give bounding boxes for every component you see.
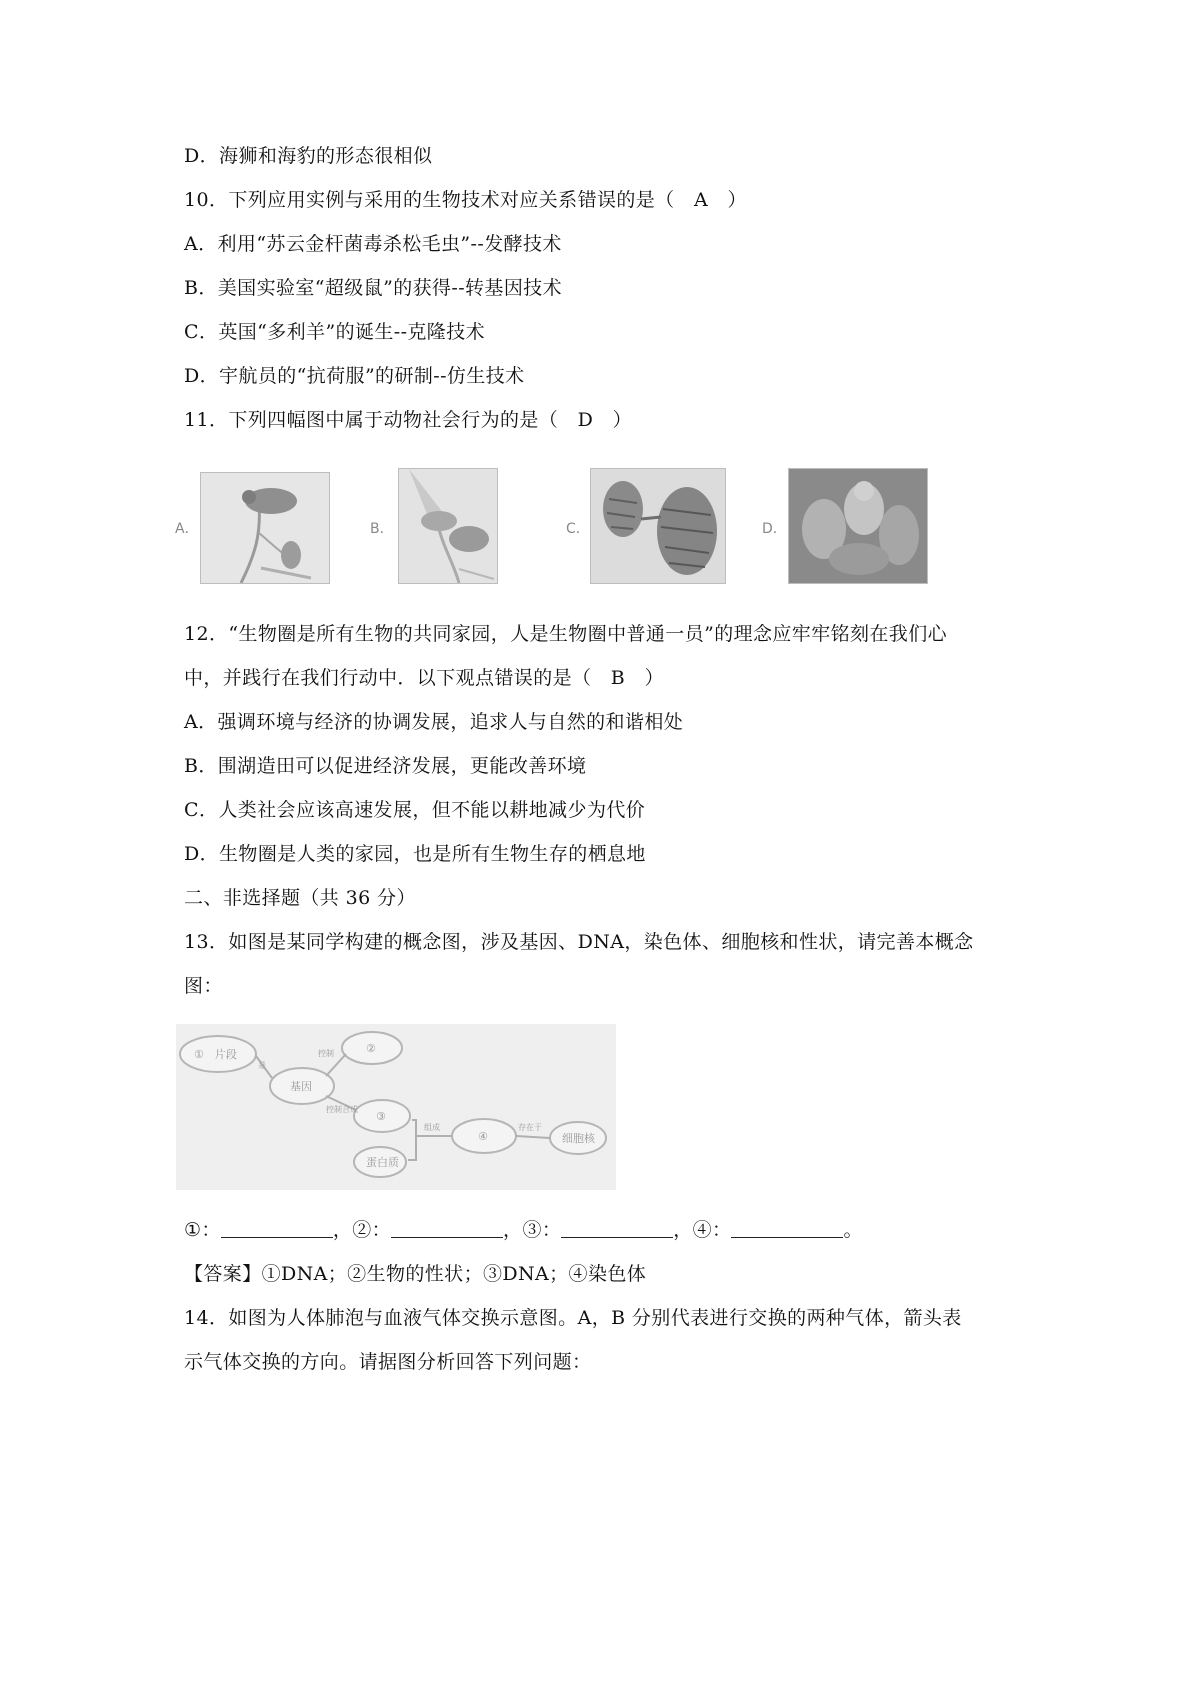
q11-stem: 11．下列四幅图中属于动物社会行为的是（ D ） [184, 409, 633, 431]
q13-blanks-line [184, 1218, 863, 1242]
birds-illustration [399, 469, 497, 583]
concept-node-1-text: ① 片段 [194, 1048, 237, 1061]
concept-node-cell-text: 细胞核 [562, 1132, 595, 1145]
q10-stem: 10．下列应用实例与采用的生物技术对应关系错误的是（ A ） [184, 189, 747, 211]
q10-option-a: A．利用“苏云金杆菌毒杀松毛虫”--发酵技术 [184, 233, 562, 255]
q11-figure-b-label: B． [370, 521, 394, 537]
concept-map-diagram [176, 1024, 616, 1190]
q10-option-b: B．美国实验室“超级鼠”的获得--转基因技术 [184, 277, 563, 299]
q14-stem-line1: 14．如图为人体肺泡与血液气体交换示意图。A，B 分别代表进行交换的两种气体，箭头表 [184, 1307, 962, 1329]
q12-option-a: A．强调环境与经济的协调发展，追求人与自然的和谐相处 [184, 711, 684, 733]
q13-answer: 【答案】①DNA；②生物的性状；③DNA；④染色体 [184, 1263, 647, 1285]
concept-node-2-text: ② [366, 1042, 376, 1055]
concept-node-3-text: ③ [376, 1110, 386, 1123]
q14-stem-line2: 示气体交换的方向。请据图分析回答下列问题： [184, 1351, 592, 1373]
monkey-troop-illustration [789, 469, 927, 583]
section-2-heading: 二、非选择题（共 36 分） [184, 887, 416, 909]
blank-2-prefix: ，②： [332, 1219, 392, 1241]
q11-figure-c [590, 468, 726, 584]
concept-node-protein-text: 蛋白质 [366, 1156, 399, 1169]
blank-1[interactable] [221, 1219, 333, 1238]
concept-edge-2-text: 控制 [318, 1049, 334, 1058]
q11-figure-a [200, 472, 330, 584]
q11-figure-b [398, 468, 498, 584]
q12-stem-line2: 中，并践行在我们行动中．以下观点错误的是（ B ） [184, 667, 664, 689]
q13-concept-map [176, 1024, 616, 1190]
concept-node-gene-text: 基因 [290, 1080, 312, 1093]
blank-1-prefix: ①： [184, 1219, 221, 1241]
concept-edge-4-text: 组成 [424, 1123, 440, 1132]
concept-edge-3-text: 控制合成 [326, 1105, 358, 1114]
q13-stem-line1: 13．如图是某同学构建的概念图，涉及基因、DNA，染色体、细胞核和性状，请完善本概念 [184, 931, 974, 953]
q11-figure-a-label: A． [175, 521, 199, 537]
concept-edge-5-text: 存在于 [518, 1123, 542, 1132]
q11-figure-d-label: D． [762, 521, 787, 537]
q12-stem-line1: 12．“生物圈是所有生物的共同家园，人是生物圈中普通一员”的理念应牢牢铭刻在我们心 [184, 623, 948, 645]
q11-figure-d [788, 468, 928, 584]
q10-option-c: C．英国“多利羊”的诞生--克隆技术 [184, 321, 486, 343]
concept-edge-bracket [408, 1120, 416, 1160]
concept-node-4-text: ④ [478, 1130, 488, 1143]
blanks-end: 。 [843, 1219, 863, 1241]
q11-figure-c-label: C． [566, 521, 590, 537]
blank-2[interactable] [391, 1219, 503, 1238]
q12-option-d: D．生物圈是人类的家园，也是所有生物生存的栖息地 [184, 843, 646, 865]
blank-3[interactable] [561, 1219, 673, 1238]
blank-4-prefix: ，④： [673, 1219, 732, 1241]
bird-on-branch-illustration [201, 473, 329, 583]
concept-edge-1-text: 是 [258, 1061, 266, 1070]
q10-option-d: D．宇航员的“抗荷服”的研制--仿生技术 [184, 365, 525, 387]
blank-4[interactable] [731, 1219, 843, 1238]
q9-option-d: D．海狮和海豹的形态很相似 [184, 145, 433, 167]
q12-option-c: C．人类社会应该高速发展，但不能以耕地减少为代价 [184, 799, 646, 821]
tigers-fighting-illustration [591, 469, 725, 583]
concept-edge-5 [516, 1136, 550, 1138]
q12-option-b: B．围湖造田可以促进经济发展，更能改善环境 [184, 755, 587, 777]
blank-3-prefix: ，③： [503, 1219, 562, 1241]
q13-stem-line2: 图： [184, 975, 223, 997]
